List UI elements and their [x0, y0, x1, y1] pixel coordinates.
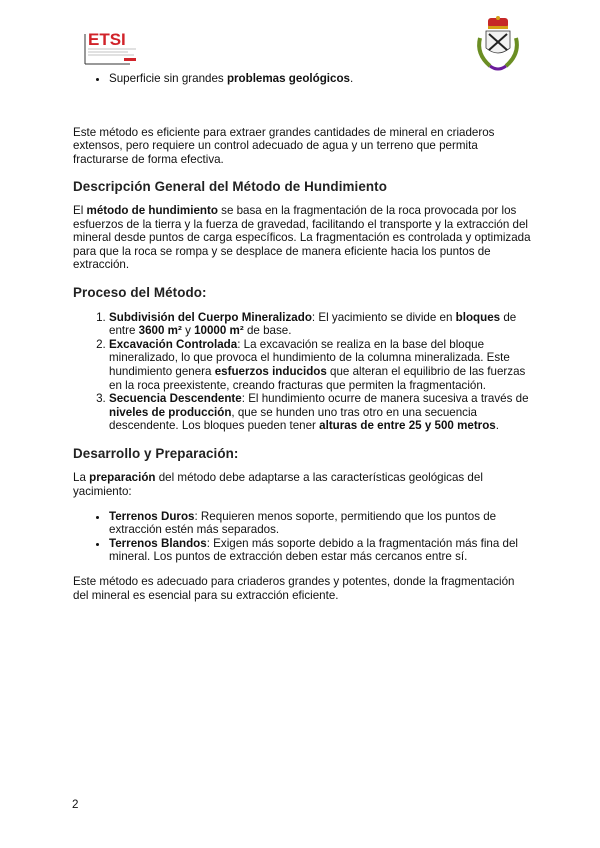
section-heading-development: Desarrollo y Preparación: [73, 445, 239, 461]
process-steps-list [73, 311, 533, 433]
coat-of-arms-logo [472, 14, 524, 76]
preparation-paragraph: La preparación del método debe adaptarse a las características geológicas del yacimiento: [73, 471, 483, 499]
coat-of-arms-icon [472, 14, 524, 76]
process-step: 3. Secuencia Descendente: El hundimiento ocurre de manera sucesiva a través de niveles de producción, que se hunden uno tras otro en una secuencia descendente. Los bloques pueden tener alturas de entre 25 y 500 metros. [109, 392, 533, 433]
list-item: • Terrenos Blandos: Exigen más soporte debido a la fragmentación más fina del mineral. Los puntos de extracción deben estar más cercanos entre sí. [109, 537, 533, 564]
section-heading-process: Proceso del Método: [73, 284, 207, 300]
process-step: 2. Excavación Controlada: La excavación se realiza en la base del bloque mineralizado, lo que provoca el hundimiento de la columna mineralizada. Este hundimiento genera esfuerzos inducidos que alteran el equilibrio de las fuerzas en la roca preexistente, creando fracturas que permiten la fragmentación. [109, 338, 533, 392]
process-step: 1. Subdivisión del Cuerpo Mineralizado: El yacimiento se divide en bloques de entre 3600 m² y 10000 m² de base. [109, 311, 533, 338]
section-heading-description: Descripción General del Método de Hundimiento [73, 179, 388, 195]
etsi-logo-text: ETSI [88, 30, 126, 49]
page-number: 2 [72, 798, 79, 811]
closing-paragraph: Este método es adecuado para criaderos grandes y potentes, donde la fragmentación del mineral es esencial para su extracción eficiente. [73, 575, 515, 602]
list-item: • Terrenos Duros: Requieren menos soporte, permitiendo que los puntos de extracción estén más separados. [109, 510, 533, 537]
intro-paragraph: Este método es eficiente para extraer grandes cantidades de mineral en criaderos extensos, pero requiere un control adecuado de agua y un terreno que permita fracturarse de forma efectiva. [73, 125, 495, 166]
etsi-logo [84, 28, 144, 68]
terrain-bullet-list [73, 510, 533, 564]
top-bullet-list [73, 72, 533, 86]
description-paragraph: El método de hundimiento se basa en la fragmentación de la roca provocada por los esfuerzos de la tierra y la fuerza de gravedad, facilitando el transporte y la extracción del mineral desde puntos de carga específicos. La fragmentación es controlada y optimizada para que la roca se rompa y se desplace de manera eficiente hacia los puntos de extracción. [73, 203, 531, 272]
document-body [73, 72, 533, 602]
etsi-logo-graphic [84, 28, 144, 68]
list-item: • Superficie sin grandes problemas geológicos. [109, 72, 533, 86]
